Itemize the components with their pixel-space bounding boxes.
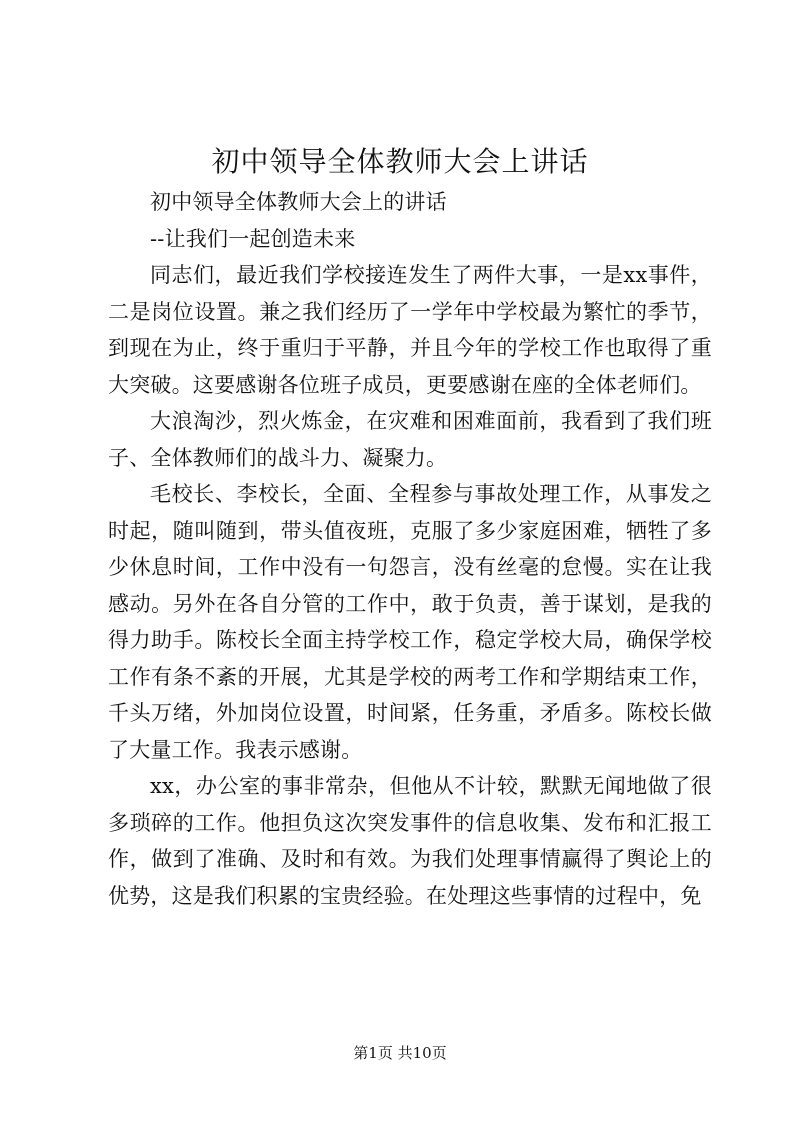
body-paragraph: xx，办公室的事非常杂，但他从不计较，默默无闻地做了很多琐碎的工作。他担负这次突发事件的信息收集、发布和汇报工作，做到了准确、及时和有效。为我们处理事情赢得了舆论上的优势，这是我们积累的宝贵经验。在处理这些事情的过程中，免 [108,774,712,908]
document-body [108,184,712,914]
body-paragraph: 毛校长、李校长，全面、全程参与事故处理工作，从事发之时起，随叫随到，带头值夜班，克服了多少家庭困难，牺牲了多少休息时间，工作中没有一句怨言，没有丝毫的怠慢。实在让我感动。另外在各自分管的工作中，敢于负责，善于谋划，是我的得力助手。陈校长全面主持学校工作，稳定学校大局，确保学校工作有条不紊的开展，尤其是学校的两考工作和学期结束工作，千头万绪，外加岗位设置，时间紧，任务重，矛盾多。陈校长做了大量工作。我表示感谢。 [108,482,712,762]
tagline-paragraph: --让我们一起创造未来 [150,226,356,251]
body-paragraph: 同志们，最近我们学校接连发生了两件大事，一是xx事件，二是岗位设置。兼之我们经历了一学年中学校最为繁忙的季节，到现在为止，终于重归于平静，并且今年的学校工作也取得了重大突破。这要感谢各位班子成员，更要感谢在座的全体老师们。 [108,263,712,397]
page-number-footer: 第1页 共10页 [353,1044,447,1062]
body-paragraph: 大浪淘沙，烈火炼金，在灾难和困难面前，我看到了我们班子、全体教师们的战斗力、凝聚力。 [108,409,712,470]
document-title: 初中领导全体教师大会上讲话 [211,145,589,178]
subtitle-paragraph: 初中领导全体教师大会上的讲话 [150,190,447,214]
